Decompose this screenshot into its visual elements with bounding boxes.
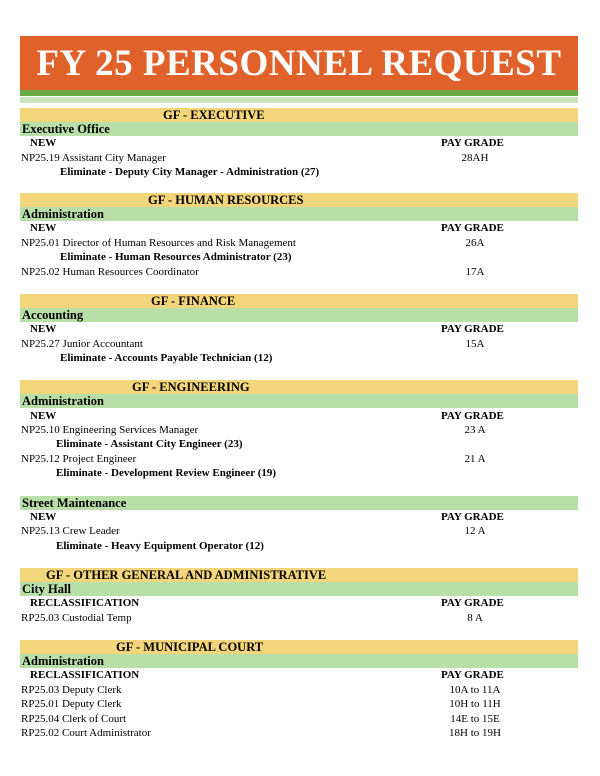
eliminated-position: Eliminate - Accounts Payable Technician (12) <box>60 352 273 364</box>
unit-title: Administration <box>22 207 104 221</box>
request-type-header <box>20 136 578 151</box>
pay-grade-column-header: PAY GRADE <box>441 669 504 681</box>
pay-grade-value: 10H to 11H <box>449 698 501 710</box>
table-row <box>20 611 578 626</box>
position-name: RP25.02 Court Administrator <box>21 727 151 739</box>
eliminated-position: Eliminate - Human Resources Administrator (23) <box>60 251 292 263</box>
request-type-label: RECLASSIFICATION <box>30 669 140 681</box>
table-row <box>20 423 578 438</box>
department-header <box>20 568 578 583</box>
unit-title: Administration <box>22 394 104 408</box>
position-name: NP25.01 Director of Human Resources and Risk Management <box>21 237 296 249</box>
table-row <box>20 452 578 467</box>
pay-grade-value: 8 A <box>467 612 483 624</box>
eliminate-note <box>20 437 578 452</box>
position-name: NP25.02 Human Resources Coordinator <box>21 266 199 278</box>
request-type-header <box>20 322 578 337</box>
request-type-header <box>20 221 578 236</box>
department-header <box>20 193 578 208</box>
eliminate-note <box>20 539 578 554</box>
pay-grade-value: 14E to 15E <box>450 713 500 725</box>
eliminated-position: Eliminate - Assistant City Engineer (23) <box>56 438 243 450</box>
unit-header <box>20 654 578 668</box>
department-title: GF - MUNICIPAL COURT <box>116 640 264 654</box>
request-type-header <box>20 668 578 683</box>
position-name: RP25.03 Custodial Temp <box>21 612 132 624</box>
position-name: NP25.12 Project Engineer <box>21 453 137 465</box>
request-type-header <box>20 409 578 424</box>
department-header <box>20 108 578 123</box>
request-type-label: NEW <box>30 137 57 149</box>
department-title: GF - OTHER GENERAL AND ADMINISTRATIVE <box>46 568 327 582</box>
department-header <box>20 640 578 655</box>
table-row <box>20 236 578 251</box>
position-name: NP25.13 Crew Leader <box>21 525 120 537</box>
eliminate-note <box>20 466 578 481</box>
table-row <box>20 524 578 539</box>
position-name: RP25.04 Clerk of Court <box>21 713 127 725</box>
unit-title: Street Maintenance <box>22 496 127 510</box>
pay-grade-value: 15A <box>465 338 485 350</box>
pay-grade-column-header: PAY GRADE <box>441 222 504 234</box>
unit-header <box>20 122 578 136</box>
unit-header <box>20 308 578 322</box>
unit-title: City Hall <box>22 582 71 596</box>
pay-grade-value: 28AH <box>461 152 489 164</box>
pay-grade-column-header: PAY GRADE <box>441 410 504 422</box>
pay-grade-column-header: PAY GRADE <box>441 323 504 335</box>
table-row <box>20 683 578 698</box>
department-title: GF - ENGINEERING <box>132 380 250 394</box>
unit-header <box>20 394 578 408</box>
department-header <box>20 380 578 395</box>
eliminated-position: Eliminate - Deputy City Manager - Administration (27) <box>60 166 320 178</box>
request-type-label: NEW <box>30 323 57 335</box>
pay-grade-value: 23 A <box>464 424 486 436</box>
pay-grade-value: 10A to 11A <box>449 684 501 696</box>
table-row <box>20 151 578 166</box>
position-name: RP25.03 Deputy Clerk <box>21 684 122 696</box>
position-name: NP25.19 Assistant City Manager <box>21 152 166 164</box>
unit-title: Administration <box>22 654 104 668</box>
eliminated-position: Eliminate - Heavy Equipment Operator (12) <box>56 540 264 552</box>
unit-title: Executive Office <box>22 122 110 136</box>
request-type-label: NEW <box>30 410 57 422</box>
pay-grade-value: 26A <box>465 237 485 249</box>
pay-grade-value: 21 A <box>464 453 486 465</box>
page-title: FY 25 PERSONNEL REQUEST <box>20 36 578 90</box>
table-row <box>20 697 578 712</box>
eliminate-note <box>20 165 578 180</box>
position-name: NP25.10 Engineering Services Manager <box>21 424 199 436</box>
unit-header <box>20 496 578 510</box>
department-title: GF - FINANCE <box>151 294 236 308</box>
request-type-label: RECLASSIFICATION <box>30 597 140 609</box>
pay-grade-value: 17A <box>465 266 485 278</box>
divider-stripe <box>20 97 578 103</box>
unit-header <box>20 207 578 221</box>
unit-header <box>20 582 578 596</box>
request-type-label: NEW <box>30 222 57 234</box>
department-header <box>20 294 578 309</box>
pay-grade-column-header: PAY GRADE <box>441 511 504 523</box>
table-row <box>20 726 578 741</box>
pay-grade-column-header: PAY GRADE <box>441 137 504 149</box>
position-name: RP25.01 Deputy Clerk <box>21 698 122 710</box>
eliminated-position: Eliminate - Development Review Engineer (19) <box>56 467 277 479</box>
request-type-label: NEW <box>30 511 57 523</box>
department-title: GF - HUMAN RESOURCES <box>148 193 304 207</box>
request-type-header <box>20 510 578 525</box>
eliminate-note <box>20 250 578 265</box>
divider-stripe <box>20 90 578 96</box>
request-type-header <box>20 596 578 611</box>
eliminate-note <box>20 351 578 366</box>
table-row <box>20 337 578 352</box>
department-title: GF - EXECUTIVE <box>163 108 265 122</box>
pay-grade-value: 18H to 19H <box>449 727 501 739</box>
table-row <box>20 712 578 727</box>
pay-grade-value: 12 A <box>464 525 486 537</box>
unit-title: Accounting <box>22 308 84 322</box>
pay-grade-column-header: PAY GRADE <box>441 597 504 609</box>
position-name: NP25.27 Junior Accountant <box>21 338 143 350</box>
table-row <box>20 265 578 280</box>
